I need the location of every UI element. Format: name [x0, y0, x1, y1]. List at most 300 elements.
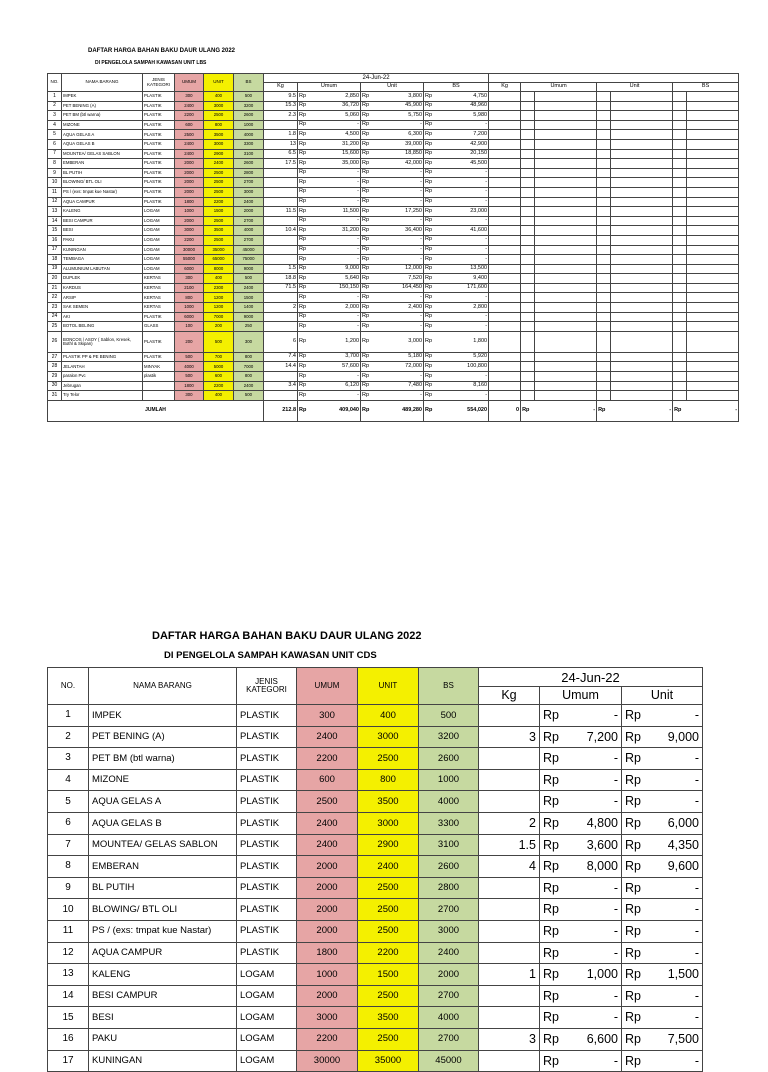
- cell-harga-unit: 2200: [358, 942, 419, 964]
- cell-total-bs: 13,500: [437, 264, 489, 274]
- cell-nama-barang: BL PUTIH: [89, 877, 237, 899]
- table-row: [48, 331, 739, 352]
- cell-empty: [535, 111, 597, 121]
- cell-harga-umum: 2000: [175, 187, 204, 197]
- cell-empty: [687, 264, 739, 274]
- cell-kg: [264, 372, 298, 382]
- cell-rp-unit: Rp: [361, 235, 374, 245]
- cell-empty: [597, 178, 611, 188]
- cell-empty: [673, 391, 687, 401]
- cell-jenis-kategori: PLASTIK: [237, 834, 297, 856]
- table-row: [48, 168, 739, 178]
- cell-rp-bs: Rp: [424, 331, 437, 352]
- cell-total-umum: 31,200: [311, 139, 361, 149]
- table-row: [48, 748, 703, 770]
- table-row: [48, 1028, 703, 1050]
- cell-rp-bs: Rp: [424, 381, 437, 391]
- cell-rp-umum: Rp: [540, 942, 564, 964]
- cell-total-unit: -: [374, 178, 424, 188]
- cell-empty: [611, 149, 673, 159]
- total-rp-unit: Rp: [361, 400, 374, 421]
- cell-no: 10: [48, 899, 89, 921]
- cell-jenis-kategori: LOGAM: [237, 1007, 297, 1029]
- cell-harga-bs: 2600: [419, 748, 479, 770]
- cell-harga-bs: 4000: [419, 791, 479, 813]
- cell-harga-unit: 3000: [358, 726, 419, 748]
- cell-harga-unit: 3500: [358, 791, 419, 813]
- cell-total-umum: -: [311, 178, 361, 188]
- cell-empty: [673, 322, 687, 332]
- cell-empty: [687, 168, 739, 178]
- cell-jenis-kategori: PLASTIK: [237, 920, 297, 942]
- cell-empty: [535, 197, 597, 207]
- cell-harga-bs: 3000: [419, 920, 479, 942]
- cell-empty: [673, 130, 687, 140]
- subheader-umum-2: Umum: [521, 83, 597, 92]
- table-row: [48, 293, 739, 303]
- cell-rp-bs: Rp: [424, 139, 437, 149]
- cell-empty: [687, 283, 739, 293]
- cell-no: 20: [48, 274, 62, 284]
- cell-empty: [687, 362, 739, 372]
- cell-harga-umum: 2200: [297, 748, 358, 770]
- cell-kg: 13: [264, 139, 298, 149]
- cell-kg: 3.4: [264, 381, 298, 391]
- cell-empty: [521, 322, 535, 332]
- cell-nama-barang: PAKU: [89, 1028, 237, 1050]
- cell-jenis-kategori: LOGAM: [143, 245, 175, 255]
- cell-rp-unit: Rp: [622, 769, 646, 791]
- cell-harga-bs: 2000: [419, 964, 479, 986]
- cell-total-umum: -: [311, 216, 361, 226]
- cell-harga-umum: 2400: [297, 726, 358, 748]
- cell-empty: [489, 159, 521, 169]
- cell-rp-umum: Rp: [298, 159, 311, 169]
- cell-empty: [673, 139, 687, 149]
- table-row: [48, 245, 739, 255]
- cell-empty: [611, 391, 673, 401]
- cell-jenis-kategori: PLASTIK: [143, 312, 175, 322]
- subheader-kg: Kg: [479, 687, 540, 705]
- cell-no: 15: [48, 1007, 89, 1029]
- table-row: [48, 187, 739, 197]
- cell-kg: 15.3: [264, 101, 298, 111]
- cell-total-unit: 45,900: [374, 101, 424, 111]
- cell-harga-bs: 1000: [234, 120, 264, 130]
- cell-nama-barang: AQUA GELAS A: [62, 130, 143, 140]
- cell-harga-umum: 2000: [297, 856, 358, 878]
- cell-harga-unit: 2500: [204, 216, 234, 226]
- cell-kg: 18.8: [264, 274, 298, 284]
- cell-harga-umum: 2400: [297, 812, 358, 834]
- cell-empty: [687, 226, 739, 236]
- cell-rp-unit: Rp: [361, 139, 374, 149]
- cell-nama-barang: IMPEK: [62, 92, 143, 102]
- cell-empty: [489, 245, 521, 255]
- cell-total-bs: 4,750: [437, 92, 489, 102]
- cell-rp-unit: Rp: [622, 920, 646, 942]
- cell-kg: 1.5: [264, 264, 298, 274]
- cell-jenis-kategori: PLASTIK: [143, 178, 175, 188]
- cell-empty: [535, 255, 597, 265]
- cell-jenis-kategori: GLASS: [143, 322, 175, 332]
- cell-rp-umum: Rp: [540, 964, 564, 986]
- cell-harga-bs: 3000: [234, 187, 264, 197]
- cell-rp-umum: Rp: [298, 255, 311, 265]
- cell-nama-barang: KALENG: [62, 207, 143, 217]
- cell-no: 14: [48, 985, 89, 1007]
- cell-total-umum: 57,600: [311, 362, 361, 372]
- cell-rp-umum: Rp: [540, 791, 564, 813]
- cell-harga-umum: 2400: [175, 139, 204, 149]
- cell-rp-bs: Rp: [424, 187, 437, 197]
- cell-rp-umum: Rp: [298, 331, 311, 352]
- cell-kg: 14.4: [264, 362, 298, 372]
- cell-harga-umum: 600: [175, 120, 204, 130]
- cell-harga-umum: 1800: [175, 197, 204, 207]
- cell-rp-unit: Rp: [622, 812, 646, 834]
- cell-total-bs: 45,500: [437, 159, 489, 169]
- cell-empty: [489, 283, 521, 293]
- cell-rp-bs: Rp: [424, 216, 437, 226]
- cell-harga-umum: 30000: [175, 245, 204, 255]
- cell-no: 12: [48, 942, 89, 964]
- cell-harga-bs: 2700: [234, 216, 264, 226]
- cell-jenis-kategori: KERTAS: [143, 293, 175, 303]
- cell-harga-unit: 5000: [204, 362, 234, 372]
- table-row: [48, 283, 739, 293]
- cell-empty: [673, 362, 687, 372]
- cell-jenis-kategori: PLASTIK: [143, 168, 175, 178]
- cell-no: 9: [48, 168, 62, 178]
- cell-harga-unit: 3500: [204, 130, 234, 140]
- cell-nama-barang: EMBERAN: [89, 856, 237, 878]
- cell-empty: [597, 293, 611, 303]
- cell-empty: [521, 101, 535, 111]
- cell-empty: [611, 207, 673, 217]
- cell-total-umum: -: [311, 293, 361, 303]
- cell-empty: [687, 274, 739, 284]
- cell-total-umum: -: [311, 245, 361, 255]
- cell-harga-unit: 35000: [358, 1050, 419, 1072]
- cell-empty: [611, 187, 673, 197]
- cell-total-unit: -: [374, 322, 424, 332]
- cell-total-unit: 2,400: [374, 303, 424, 313]
- cell-empty: [535, 293, 597, 303]
- cell-empty: [521, 331, 535, 352]
- cell-no: 11: [48, 187, 62, 197]
- cell-empty: [521, 391, 535, 401]
- cell-harga-bs: 500: [234, 92, 264, 102]
- cell-total-umum: 7,200: [564, 726, 622, 748]
- cell-empty: [611, 264, 673, 274]
- cell-harga-umum: 100: [175, 322, 204, 332]
- cell-total-umum: 6,120: [311, 381, 361, 391]
- table-row: [48, 92, 739, 102]
- cell-nama-barang: MOUNTEA/ GELAS SABLON: [89, 834, 237, 856]
- cell-jenis-kategori: LOGAM: [237, 1050, 297, 1072]
- cell-harga-umum: 200: [175, 331, 204, 352]
- cell-jenis-kategori: PLASTIK: [143, 130, 175, 140]
- cell-rp-unit: Rp: [361, 92, 374, 102]
- cell-harga-umum: 6000: [175, 264, 204, 274]
- cell-harga-bs: 3300: [419, 812, 479, 834]
- cell-harga-bs: 300: [234, 331, 264, 352]
- cell-no: 2: [48, 101, 62, 111]
- table-row: [48, 303, 739, 313]
- cell-rp-umum: Rp: [298, 352, 311, 362]
- cell-harga-bs: 2700: [234, 235, 264, 245]
- cell-jenis-kategori: plastik: [143, 372, 175, 382]
- cell-harga-bs: 500: [234, 274, 264, 284]
- cell-kg: 2: [264, 303, 298, 313]
- cell-no: 2: [48, 726, 89, 748]
- cell-total-unit: -: [374, 391, 424, 401]
- cell-harga-umum: 6000: [175, 312, 204, 322]
- cell-total-unit: 3,800: [374, 92, 424, 102]
- cell-rp-unit: Rp: [622, 985, 646, 1007]
- subheader-kg-2: Kg: [489, 83, 521, 92]
- cell-rp-umum: Rp: [298, 274, 311, 284]
- cell-rp-unit: Rp: [622, 856, 646, 878]
- cell-empty: [611, 235, 673, 245]
- cell-kg: 4: [479, 856, 540, 878]
- cell-harga-umum: 4000: [175, 362, 204, 372]
- cell-empty: [535, 352, 597, 362]
- cell-total-unit: -: [374, 187, 424, 197]
- cell-empty: [521, 207, 535, 217]
- cell-rp-bs: Rp: [424, 197, 437, 207]
- cell-empty: [611, 197, 673, 207]
- cell-nama-barang: Jebrugan: [62, 381, 143, 391]
- cell-empty: [535, 178, 597, 188]
- cell-harga-umum: 1800: [175, 381, 204, 391]
- cell-total-unit: 3,000: [374, 331, 424, 352]
- cell-harga-unit: 2500: [204, 235, 234, 245]
- cell-total-umum: -: [564, 1007, 622, 1029]
- cell-rp-unit: Rp: [361, 226, 374, 236]
- table-row: [48, 274, 739, 284]
- cell-empty: [489, 130, 521, 140]
- cell-empty: [489, 149, 521, 159]
- cell-jenis-kategori: PLASTIK: [143, 149, 175, 159]
- cell-empty: [535, 264, 597, 274]
- cell-total-unit: 7,520: [374, 274, 424, 284]
- cell-empty: [611, 372, 673, 382]
- cell-empty: [521, 197, 535, 207]
- cell-kg: [264, 120, 298, 130]
- cell-harga-bs: 9000: [234, 312, 264, 322]
- cell-harga-bs: 75000: [234, 255, 264, 265]
- cell-no: 17: [48, 1050, 89, 1072]
- cell-rp-umum: Rp: [298, 283, 311, 293]
- cell-jenis-kategori: PLASTIK: [237, 942, 297, 964]
- total-rp-umum-2: Rp: [521, 400, 535, 421]
- cell-kg: [264, 255, 298, 265]
- cell-rp-umum: Rp: [298, 101, 311, 111]
- cell-harga-unit: 400: [358, 705, 419, 727]
- cell-total-unit: -: [646, 877, 703, 899]
- cell-rp-umum: Rp: [298, 226, 311, 236]
- cell-empty: [673, 159, 687, 169]
- cell-empty: [597, 159, 611, 169]
- table-row: [48, 942, 703, 964]
- cell-empty: [611, 216, 673, 226]
- cell-empty: [521, 245, 535, 255]
- cell-harga-umum: 3000: [297, 1007, 358, 1029]
- cell-nama-barang: BESI CAMPUR: [89, 985, 237, 1007]
- cell-total-unit: 4,350: [646, 834, 703, 856]
- cell-total-umum: 1,000: [564, 964, 622, 986]
- cell-empty: [687, 197, 739, 207]
- cell-harga-unit: 2500: [204, 178, 234, 188]
- cell-rp-umum: Rp: [540, 1007, 564, 1029]
- cell-rp-bs: Rp: [424, 207, 437, 217]
- cell-harga-unit: 3000: [358, 812, 419, 834]
- cell-empty: [597, 130, 611, 140]
- cell-kg: 2: [479, 812, 540, 834]
- col-header-bs: BS: [419, 668, 479, 705]
- cell-empty: [489, 352, 521, 362]
- col-header-unit: UNIT: [204, 74, 234, 92]
- cell-empty: [673, 178, 687, 188]
- cell-empty: [673, 207, 687, 217]
- cell-empty: [489, 331, 521, 352]
- cell-jenis-kategori: LOGAM: [143, 264, 175, 274]
- cell-empty: [597, 187, 611, 197]
- cell-empty: [489, 101, 521, 111]
- cell-empty: [535, 283, 597, 293]
- cell-empty: [597, 255, 611, 265]
- cell-empty: [611, 362, 673, 372]
- cell-no: 3: [48, 748, 89, 770]
- sheet2-title: DAFTAR HARGA BAHAN BAKU DAUR ULANG 2022: [152, 630, 422, 642]
- table-row: [48, 352, 739, 362]
- cell-nama-barang: PS / (exs: tmpat kue Nastar): [62, 187, 143, 197]
- cell-harga-unit: 2500: [358, 985, 419, 1007]
- cell-harga-unit: 1500: [358, 964, 419, 986]
- total-rp-umum: Rp: [298, 400, 311, 421]
- cell-empty: [673, 92, 687, 102]
- cell-harga-bs: 500: [234, 391, 264, 401]
- cell-harga-bs: 1500: [234, 293, 264, 303]
- cell-harga-unit: 400: [204, 92, 234, 102]
- cell-total-bs: 1,800: [437, 331, 489, 352]
- cell-empty: [521, 352, 535, 362]
- cell-total-bs: -: [437, 293, 489, 303]
- cell-kg: [264, 178, 298, 188]
- cell-harga-bs: 3200: [419, 726, 479, 748]
- cell-empty: [535, 312, 597, 322]
- cell-empty: [535, 245, 597, 255]
- cell-empty: [687, 149, 739, 159]
- cell-harga-bs: 2600: [234, 111, 264, 121]
- cell-no: 1: [48, 92, 62, 102]
- cell-total-bs: -: [437, 255, 489, 265]
- cell-harga-umum: 55000: [175, 255, 204, 265]
- cell-empty: [597, 283, 611, 293]
- total-rp-unit-2: Rp: [597, 400, 611, 421]
- cell-rp-unit: Rp: [622, 877, 646, 899]
- cell-empty: [611, 130, 673, 140]
- cell-no: 23: [48, 303, 62, 313]
- cell-kg: [264, 322, 298, 332]
- cell-total-unit: -: [374, 245, 424, 255]
- cell-empty: [597, 216, 611, 226]
- cell-empty: [489, 381, 521, 391]
- cell-empty: [673, 168, 687, 178]
- cell-total-umum: 15,600: [311, 149, 361, 159]
- cell-empty: [673, 303, 687, 313]
- cell-empty: [611, 274, 673, 284]
- cell-total-umum: -: [564, 942, 622, 964]
- cell-total-unit: 7,500: [646, 1028, 703, 1050]
- cell-no: 18: [48, 255, 62, 265]
- cell-empty: [535, 120, 597, 130]
- cell-kg: [264, 168, 298, 178]
- cell-empty: [687, 207, 739, 217]
- cell-empty: [535, 381, 597, 391]
- cell-total-umum: 9,000: [311, 264, 361, 274]
- cell-rp-unit: Rp: [361, 187, 374, 197]
- cell-no: 19: [48, 264, 62, 274]
- cell-total-unit: -: [646, 1007, 703, 1029]
- cell-harga-unit: 2300: [204, 283, 234, 293]
- cell-nama-barang: BLOWING/ BTL OLI: [89, 899, 237, 921]
- cell-harga-bs: 2600: [419, 856, 479, 878]
- cell-empty: [611, 293, 673, 303]
- cell-total-umum: -: [564, 1050, 622, 1072]
- subheader-umum: Umum: [298, 83, 361, 92]
- cell-harga-unit: 400: [204, 274, 234, 284]
- cell-jenis-kategori: KERTAS: [143, 274, 175, 284]
- cell-rp-umum: Rp: [298, 178, 311, 188]
- cell-harga-umum: 300: [175, 391, 204, 401]
- cell-harga-unit: 1200: [204, 303, 234, 313]
- table-row: [48, 964, 703, 986]
- cell-harga-bs: 9000: [234, 264, 264, 274]
- cell-total-umum: -: [564, 748, 622, 770]
- cell-nama-barang: AQUA GELAS A: [89, 791, 237, 813]
- cell-empty: [521, 381, 535, 391]
- cell-total-bs: 7,200: [437, 130, 489, 140]
- cell-total-umum: 150,150: [311, 283, 361, 293]
- cell-empty: [673, 352, 687, 362]
- cell-kg: [479, 705, 540, 727]
- table-row: [48, 391, 739, 401]
- cell-kg: 11.5: [264, 207, 298, 217]
- cell-total-umum: 2,000: [311, 303, 361, 313]
- cell-rp-unit: Rp: [361, 111, 374, 121]
- cell-harga-unit: 2500: [358, 1028, 419, 1050]
- cell-rp-unit: Rp: [622, 834, 646, 856]
- cell-empty: [597, 226, 611, 236]
- cell-nama-barang: PLASTIK PP & PE BENING: [62, 352, 143, 362]
- total-umum-2: -: [535, 400, 597, 421]
- table-row: [48, 226, 739, 236]
- cell-rp-umum: Rp: [298, 187, 311, 197]
- cell-harga-unit: 3500: [204, 226, 234, 236]
- total-bs: 554,020: [437, 400, 489, 421]
- cell-nama-barang: PET BM (btl warna): [62, 111, 143, 121]
- cell-harga-umum: 2400: [175, 149, 204, 159]
- cell-no: 13: [48, 964, 89, 986]
- cell-empty: [597, 235, 611, 245]
- cell-rp-unit: Rp: [361, 303, 374, 313]
- cell-harga-umum: 2000: [175, 216, 204, 226]
- table-row: [48, 322, 739, 332]
- cell-total-unit: -: [374, 255, 424, 265]
